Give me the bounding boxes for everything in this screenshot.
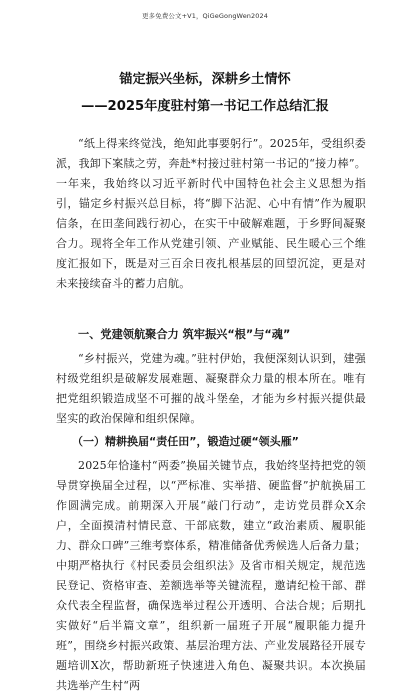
- section-paragraph: “乡村振兴，党建为魂。”驻村伊始，我便深刻认识到，建强村级党组织是破解发展难题、凝聚群众力量的根本所在。唯有把党组织锻造成坚不可摧的战斗堡垒，才能为乡村振兴提供最坚实的政治保障和组织保障。: [56, 352, 366, 425]
- document-title: 锚定振兴坐标，深耕乡土情怀: [119, 72, 291, 87]
- intro-paragraph: “纸上得来终觉浅，绝知此事要躬行”。2025年，受组织委派，我卸下案牍之劳，奔赴*村接过驻村第一书记的“接力棒”。一年来，我始终以习近平新时代中国特色社会主义思想为指引，锚定乡村振兴总目标，将“脚下沾泥、心中有情”作为履职信条，在田垄间践行初心，在实干中破解难题，于乡野间凝聚合力。现将全年工作从党建引领、产业赋能、民生暖心三个维度汇报如下，既是对三百余日夜扎根基层的回望沉淀，更是对未来接续奋斗的蓄力启航。: [56, 137, 366, 290]
- subsection-heading: （一）精耕换届“责任田”，锻造过硬“领头雁”: [72, 435, 299, 448]
- subsection-paragraph: 2025年恰逢村“两委”换届关键节点，我始终坚持把党的领导贯穿换届全过程，以“严标准、实举措、硬监督”护航换届工作圆满完成。前期深入开展“敲门行动”，走访党员群众X余户，全面摸清村情民意、干部底数，建立“政治素质、履职能力、群众口碑”三维考察体系，精准储备优秀候选人后备力量；中期严格执行《村民委员会组织法》及省市相关规定，规范选民登记、资格审查、差额选举等关键流程，邀请纪检干部、群众代表全程监督，确保选举过程公开透明、合法合规；后期扎实做好“后半篇文章”，组织新一届班子开展“履职能力提升班”，围绕乡村振兴政策、基层治理方法、产业发展路径开展专题培训X次，帮助新班子快速进入角色、凝聚共识。本次换届共选举产生村“两: [56, 459, 366, 692]
- document-subtitle: ——2025年度驻村第一书记工作总结汇报: [81, 99, 329, 114]
- intro-section: [56, 134, 366, 294]
- header-note: 更多免费公文+V1，QiGeGongWen2024: [142, 12, 268, 20]
- section-heading: 一、党建领航聚合力 筑牢振兴“根”与“魂”: [78, 328, 291, 341]
- subsection-body: [56, 456, 366, 696]
- section-body: [56, 349, 366, 429]
